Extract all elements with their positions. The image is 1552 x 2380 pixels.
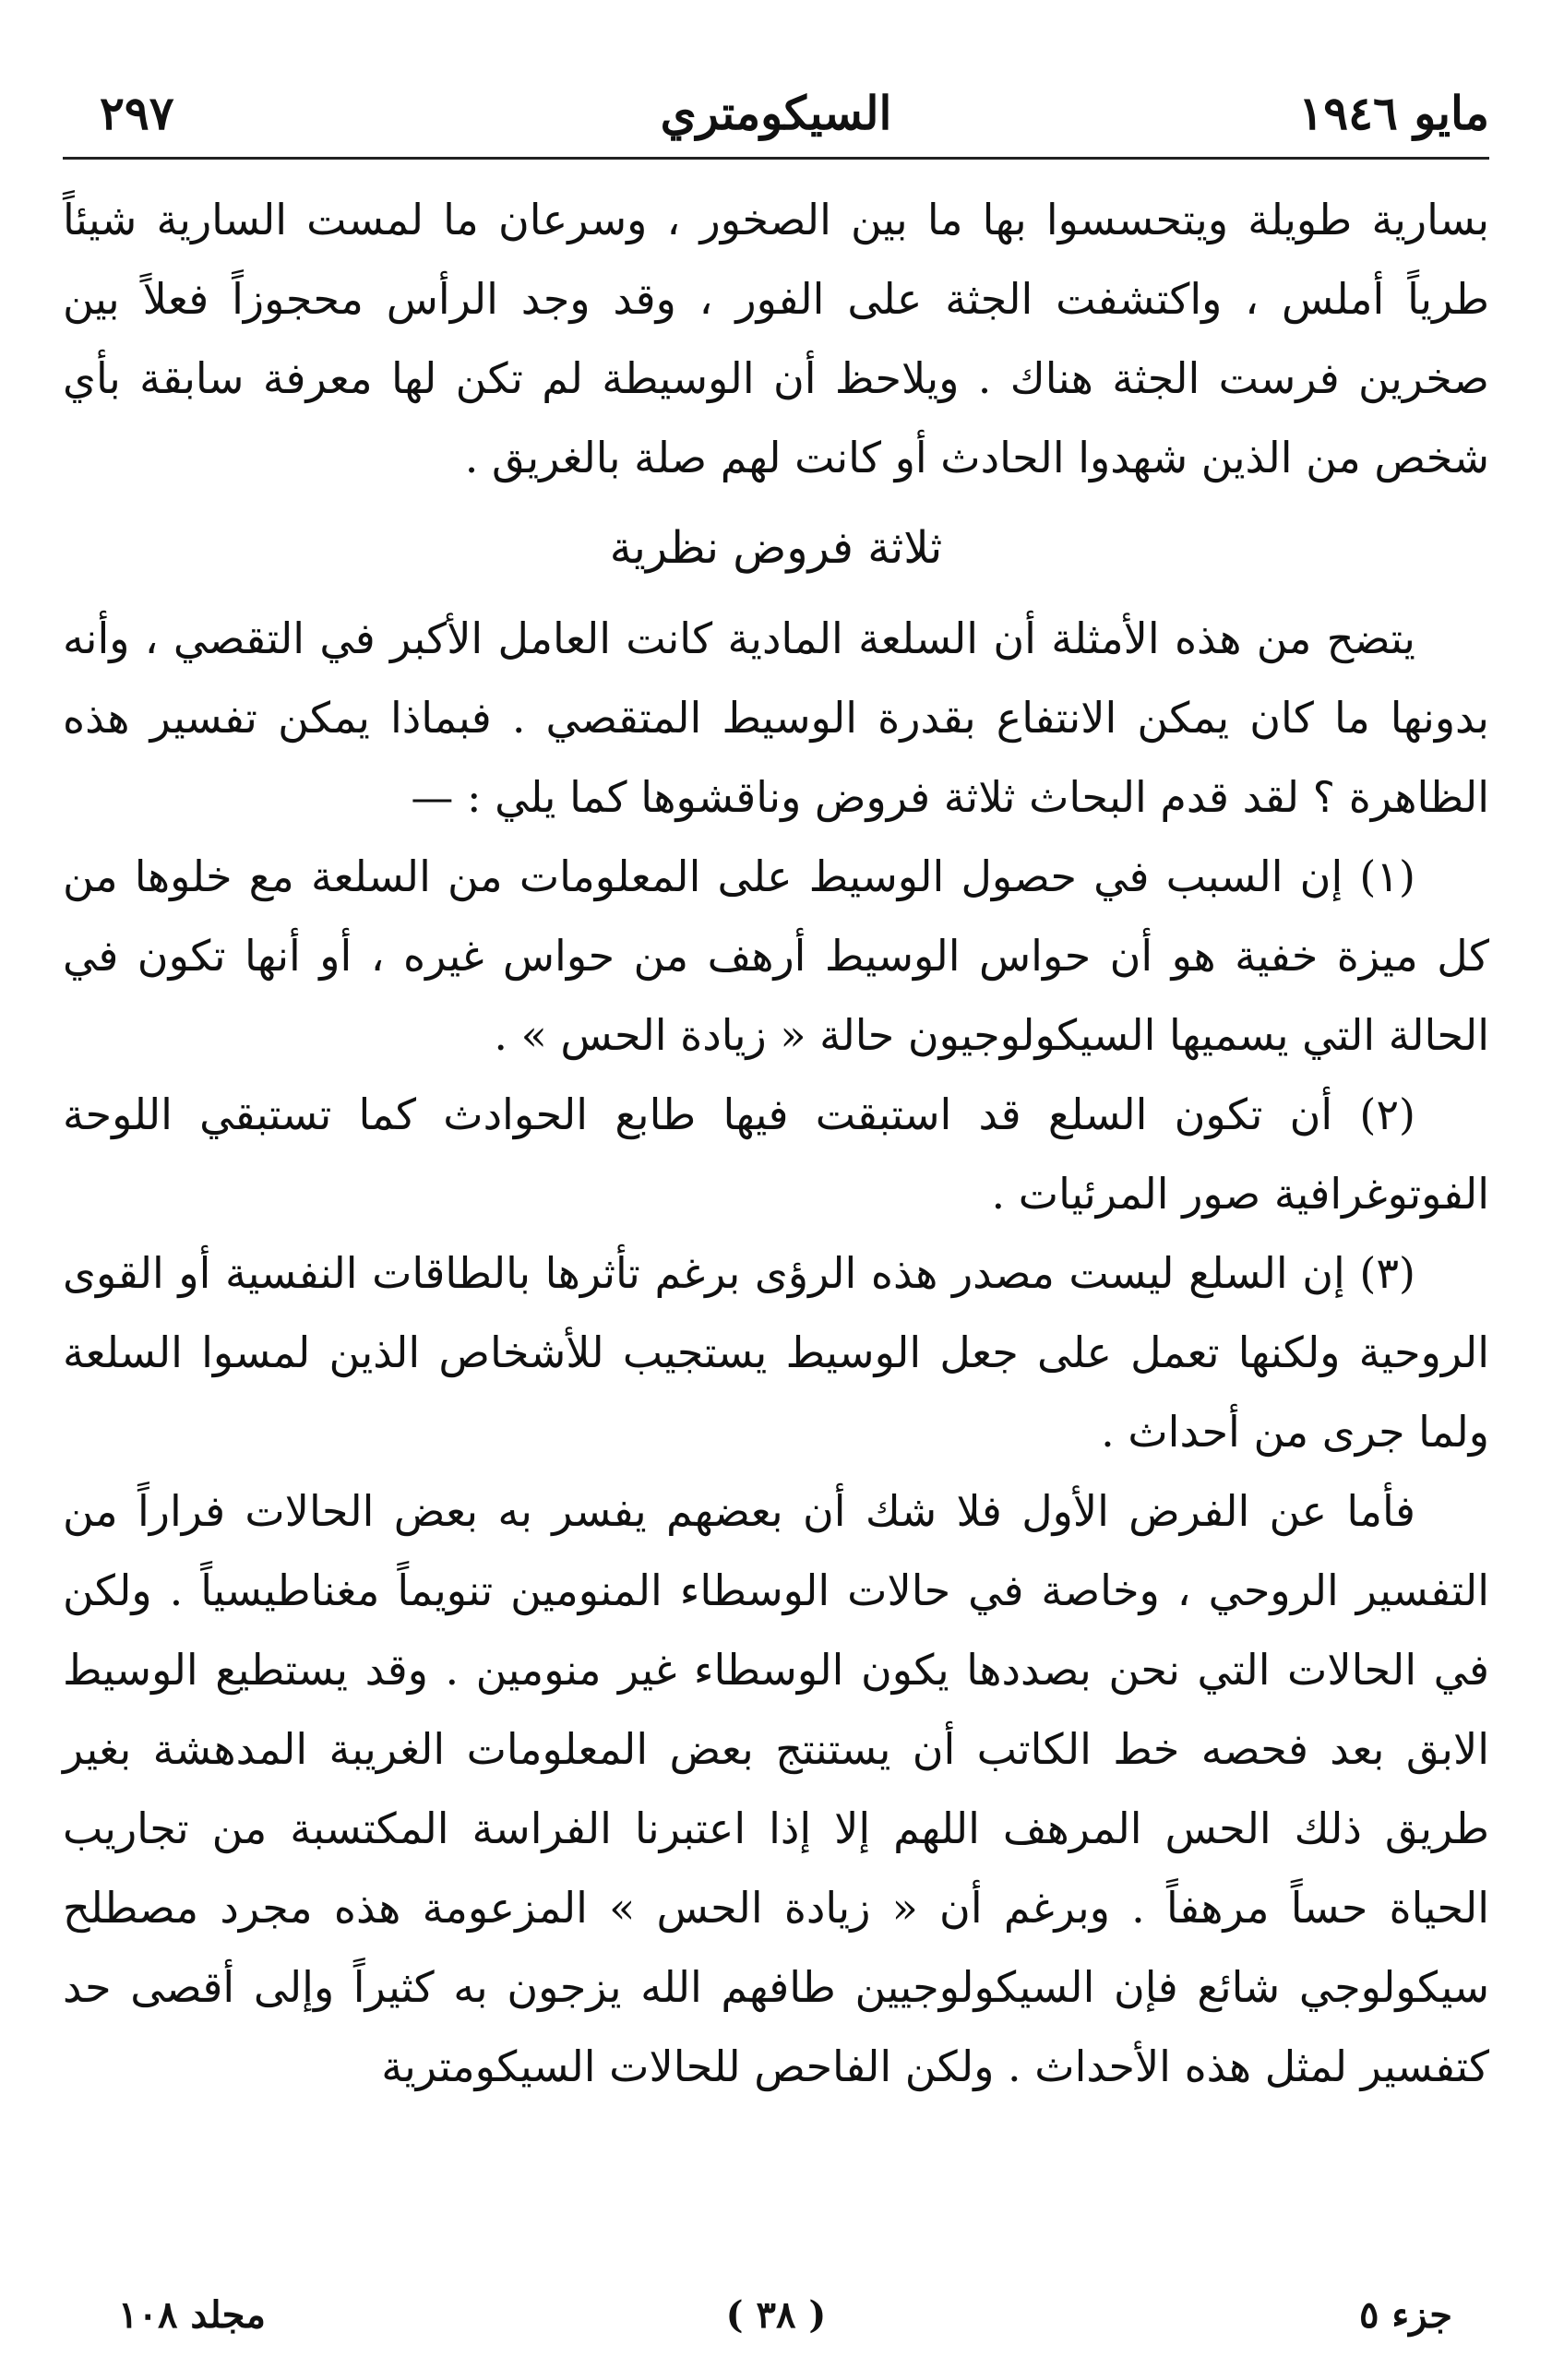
footer-part: جزء ٥: [1358, 2293, 1452, 2337]
paragraph-hypothesis-2: (٢) أن تكون السلع قد استبقت فيها طابع الحوادث كما تستبقي اللوحة الفوتوغرافية صور المرئيات .: [63, 1089, 1489, 1219]
header-journal-title: السيكومتري: [660, 86, 892, 140]
section-heading: ثلاثة فروض نظرية: [609, 522, 943, 574]
footer-signature: ( ٣٨ ): [725, 2293, 827, 2337]
page-header: [63, 74, 1489, 160]
footer-volume: مجلد ١٠٨: [118, 2293, 266, 2337]
paragraph-discussion: فأما عن الفرض الأول فلا شك أن بعضهم يفسر به بعض الحالات فراراً من التفسير الروحي ، وخاصة في حالات الوسطاء المنومين تنويماً مغناطيسياً . ولكن في الحالات التي نحن بصددها يكون الوسطاء غير منومين . وقد يستطيع الوسيط الابق بعد فحصه خط الكاتب أن يستنتج بعض المعلومات الغريبة المدهشة بغير طريق ذلك الحس المرهف اللهم إلا إذا اعتبرنا الفراسة المكتسبة من تجاريب الحياة حساً مرهفاً . وبرغم أن « زيادة الحس » المزعومة هذه مجرد مصطلح سيكولوجي شائع فإن السيكولوجيين طافهم الله يزجون به كثيراً وإلى أقصى حد كتفسير لمثل هذه الأحداث . ولكن الفاحص للحالات السيكومترية: [63, 1486, 1489, 2091]
header-page-number: ٢٩٧: [100, 86, 174, 140]
header-date: مايو ١٩٤٦: [1298, 86, 1489, 140]
document-page: [63, 74, 1489, 2343]
paragraph-continuation: بسارية طويلة ويتحسسوا بها ما بين الصخور ، وسرعان ما لمست السارية شيئاً طرياً أملس ، واكتشفت الجثة على الفور ، وقد وجد الرأس محجوزاً فعلاً بين صخرين فرست الجثة هناك . ويلاحظ أن الوسيطة لم تكن لها معرفة سابقة بأي شخص من الذين شهدوا الحادث أو كانت لهم صلة بالغريق .: [63, 195, 1489, 482]
paragraph-hypothesis-1: (١) إن السبب في حصول الوسيط على المعلومات من السلعة مع خلوها من كل ميزة خفية هو أن حواس الوسيط أرهف من حواس غيره ، أو أنها تكون في الحالة التي يسميها السيكولوجيون حالة « زيادة الحس » .: [63, 851, 1489, 1060]
page-footer: [63, 2288, 1489, 2343]
paragraph-hypothesis-3: (٣) إن السلع ليست مصدر هذه الرؤى برغم تأثرها بالطاقات النفسية أو القوى الروحية ولكنها تعمل على جعل الوسيط يستجيب للأشخاص الذين لمسوا السلعة ولما جرى من أحداث .: [63, 1248, 1489, 1457]
paragraph-intro: يتضح من هذه الأمثلة أن السلعة المادية كانت العامل الأكبر في التقصي ، وأنه بدونها ما كان يمكن الانتفاع بقدرة الوسيط المتقصي . فبماذا يمكن تفسير هذه الظاهرة ؟ لقد قدم البحاث ثلاثة فروض وناقشوها كما يلي : —: [63, 613, 1489, 822]
page-body: [63, 180, 1489, 2106]
